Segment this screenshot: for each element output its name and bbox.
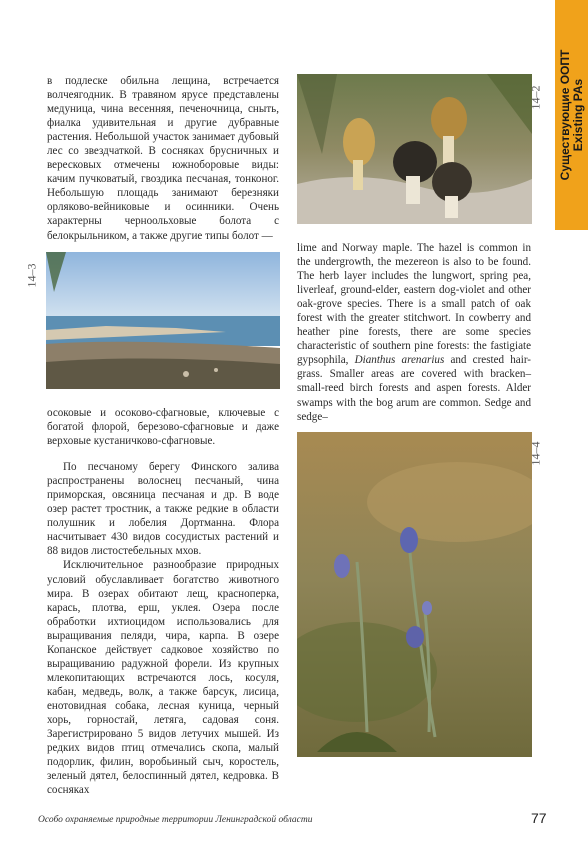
section-tab-ru: Существующие ООПТ [557,49,572,181]
ru-paragraph: в подлеске обильна лещина, встречается волчеягодник. В травяном ярусе представлены медуница, чина весенняя, печеночница, сныть, фиалка удивительная и другие дубравные растения. Небольшой участок занимает дубовый лес со звездчаткой. В сосняках брусничных и вересковых отмечены южноборовые виды: качим пучковатый, гвоздика песчаная, тонконог. Небольшую площадь занимают березняки орляково-вейниковые и осинники. Очень характерны черноольховые болота с белокрыльником, а также другие типы болот — [47,75,279,242]
section-tab-en: Existing PAs [570,78,585,152]
figure-label-14-3: 14–3 [24,263,39,288]
en-text: and crested hair-grass. Smaller areas are covered with bracken–small-reed birch forests and aspen forests. Alder swamps with the bog arum are common. Sedge and sedge– [297,354,531,423]
ru-text-column-bottom [47,406,279,797]
en-text-column [297,241,531,424]
en-paragraph [297,241,531,424]
figure-label-14-4: 14–4 [528,441,543,466]
ru-text-column-top [47,74,279,243]
figure-label-14-2: 14–2 [528,85,543,110]
section-tab-label [555,0,588,230]
ru-paragraph: По песчаному берегу Финского залива распространены волоснец песчаный, чина приморская, овсяница песчаная и др. В воде озер растет тростник, а также редкие в области полушник и лобелия Дортманна. Флора насчитывает 430 видов сосудистых растений и 88 видов листостебельных мхов. [47,461,279,558]
photo-coastline [46,252,280,389]
photo-pasqueflowers [297,432,532,757]
ru-paragraph: Исключительное разнообразие природных условий обуславливает богатство животного мира. В озерах обитают лещ, красноперка, карась, плотва, ерш, уклея. Озера после обработки ихтиоцидом использовались для выращивания пеляди, чира, карпа. В озере Копанское действует садковое хозяйство по выращиванию радужной форели. Из крупных млекопитающих встречаются лось, косуля, кабан, медведь, волк, а также барсук, лисица, енотовидная собака, лесная куница, черный хорь, горностай, летяга, садовая соня. Зарегистрировано 5 видов летучих мышей. Из редких видов птиц отмечались скопа, малый подорлик, филин, воробьиный сыч, коростель, зеленый дятел, белоспинный дятел, кедровка. В сосняках [47,559,279,797]
photo-morel-mushrooms [297,74,532,224]
ru-paragraph: осоковые и осоково-сфагновые, ключевые с богатой флорой, березово-сфагновые и даже верховые кустаничково-сфагновые. [47,407,279,448]
section-tab [555,0,588,230]
en-text: lime and Norway maple. The hazel is common in the undergrowth, the mezereon is also to be found. The herb layer includes the lungwort, spring pea, liverleaf, ground-elder, eastern dog-violet and other oak-grove species. There is a small patch of oak forest with the greater stitchwort. In cowberry and heather pine forests, there are some species characteristic of southern pine forests: the fastigiate gypsophila, [297,242,531,367]
en-species-italic: Dianthus arenarius [354,354,445,367]
page-number: 77 [531,810,547,826]
footer-book-title: Особо охраняемые природные территории Ленинградской области [38,815,313,825]
